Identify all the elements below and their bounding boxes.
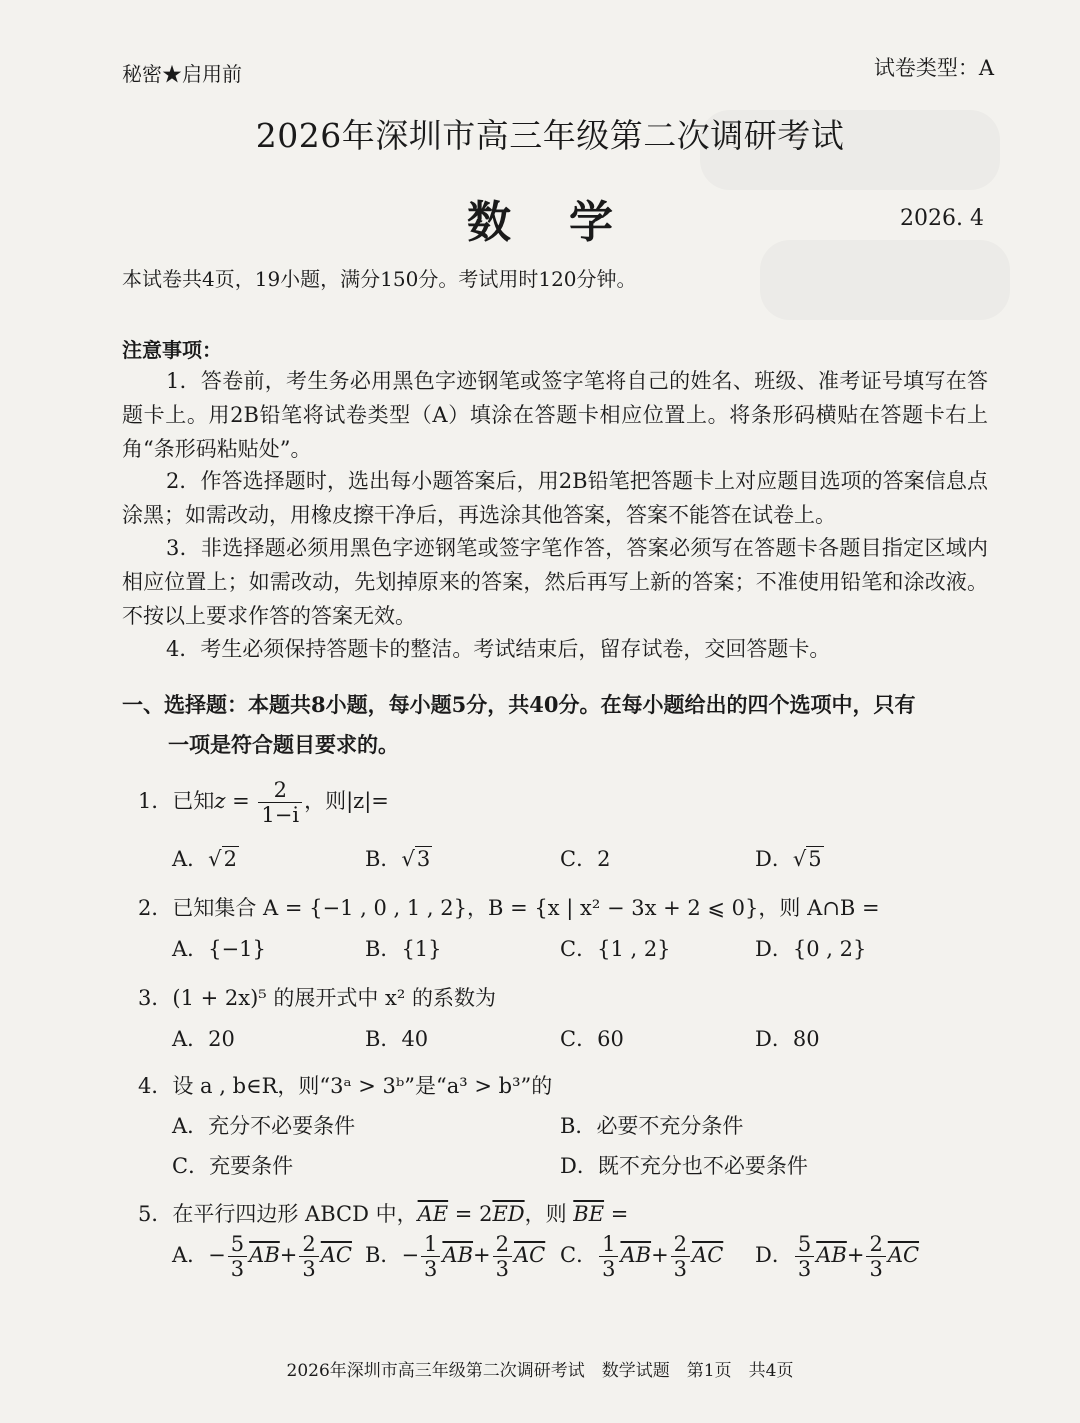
question-5-stem: 5．在平行四边形 ABCD 中，$\overline{AE} = 2\overline{ED}$，则 $\overline{BE}$ = — [138, 1202, 629, 1226]
q5-option-b: B．− $\frac{1}{3}$ $\overline{AB}+$ $\frac{2}{3}$ $\overline{AC}$ — [365, 1232, 546, 1281]
fraction-denominator: 1−i — [261, 803, 300, 827]
question-1-stem — [138, 778, 389, 827]
exam-intro: 本试卷共4页，19小题，满分150分。考试用时120分钟。 — [122, 267, 637, 291]
vector-ed: $\overline{ED}$ — [492, 1202, 525, 1226]
page-footer: 2026年深圳市高三年级第二次调研考试 数学试题 第1页 共4页 — [286, 1361, 794, 1381]
q3-option-c: C．60 — [560, 1027, 624, 1051]
q1-option-c: C．2 — [560, 847, 611, 871]
q5-option-d: D． $\frac{5}{3}$ $\overline{AB}+$ $\frac{2}{3}$ $\overline{AC}$ — [755, 1232, 920, 1281]
q4-option-d: D．既不充分也不必要条件 — [560, 1154, 808, 1178]
paper-type: 试卷类型：A — [873, 56, 994, 80]
q1-option-a: A．√2 — [172, 847, 237, 871]
q2-option-c: C．{1 , 2} — [560, 937, 671, 961]
q3-option-d: D．80 — [755, 1027, 820, 1051]
question-4-stem: 4．设 a , b∈R，则“3ᵃ > 3ᵇ”是“a³ > b³”的 — [138, 1074, 553, 1098]
question-2-stem: 2．已知集合 A = {−1 , 0 , 1 , 2}，B = {x | x² − 3x + 2 ⩽ 0}，则 A∩B = — [138, 896, 880, 920]
paper-show-through — [760, 240, 1010, 320]
q1-var: z — [214, 789, 226, 813]
q4-option-c: C．充要条件 — [172, 1154, 294, 1178]
section-heading-line2: 一项是符合题目要求的。 — [168, 732, 399, 757]
q2-option-d: D．{0 , 2} — [755, 937, 867, 961]
vector-be: $\overline{BE}$ — [573, 1202, 605, 1226]
subject-title: 数学 — [467, 197, 671, 248]
secret-label: 秘密★启用前 — [122, 62, 242, 86]
sqrt-icon: √5 — [792, 847, 822, 871]
q1-eq: = — [225, 789, 257, 813]
q5-option-c: C． $\frac{1}{3}$ $\overline{AB}+$ $\frac{2}{3}$ $\overline{AC}$ — [560, 1232, 724, 1281]
q3-option-b: B．40 — [365, 1027, 429, 1051]
fraction-numerator: 2 — [258, 778, 302, 803]
q1-text: 已知 — [172, 789, 215, 813]
note-item: 4．考生必须保持答题卡的整洁。考试结束后，留存试卷，交回答题卡。 — [166, 637, 831, 661]
q1-option-d: D．√5 — [755, 847, 822, 871]
q3-option-a: A．20 — [172, 1027, 235, 1051]
section-heading — [122, 685, 1002, 765]
note-item: 3．非选择题必须用黑色字迹钢笔或签字笔作答，答案必须写在答题卡各题目指定区域内相应位置上；如需改动，先划掉原来的答案，然后再写上新的答案；不准使用铅笔和涂改液。不按以上要求作答的答案无效。 — [122, 536, 988, 628]
q2-option-b: B．{1} — [365, 937, 442, 961]
q2-option-a: A．{−1} — [172, 937, 266, 961]
q4-option-b: B．必要不充分条件 — [560, 1114, 744, 1138]
question-number: 1． — [138, 789, 173, 813]
question-3-stem: 3．(1 + 2x)⁵ 的展开式中 x² 的系数为 — [138, 986, 496, 1010]
section-heading-line1: 一、选择题：本题共8小题，每小题5分，共40分。在每小题给出的四个选项中，只有 — [122, 692, 916, 717]
q1-text-post: ，则|z|= — [304, 789, 389, 813]
q1-fraction — [258, 778, 302, 827]
exam-date: 2026. 4 — [900, 206, 984, 231]
note-item: 2．作答选择题时，选出每小题答案后，用2B铅笔把答题卡上对应题目选项的答案信息点涂黑；如需改动，用橡皮擦干净后，再选涂其他答案，答案不能答在试卷上。 — [122, 469, 988, 527]
q4-option-a: A．充分不必要条件 — [172, 1114, 356, 1138]
note-item: 1．答卷前，考生务必用黑色字迹钢笔或签字笔将自己的姓名、班级、准考证号填写在答题卡上。用2B铅笔将试卷类型（A）填涂在答题卡相应位置上。将条形码横贴在答题卡右上角“条形码粘贴处”。 — [122, 369, 988, 461]
sqrt-icon: √2 — [208, 847, 237, 871]
q5-option-a: A．− $\frac{5}{3}$ $\overline{AB}+$ $\frac{2}{3}$ $\overline{AC}$ — [172, 1232, 352, 1281]
sqrt-icon: √3 — [401, 847, 431, 871]
vector-ae: $\overline{AE}$ — [417, 1202, 449, 1226]
q1-option-b: B．√3 — [365, 847, 431, 871]
exam-title: 2026年深圳市高三年级第二次调研考试 — [255, 116, 845, 155]
notes-heading: 注意事项： — [122, 338, 222, 362]
